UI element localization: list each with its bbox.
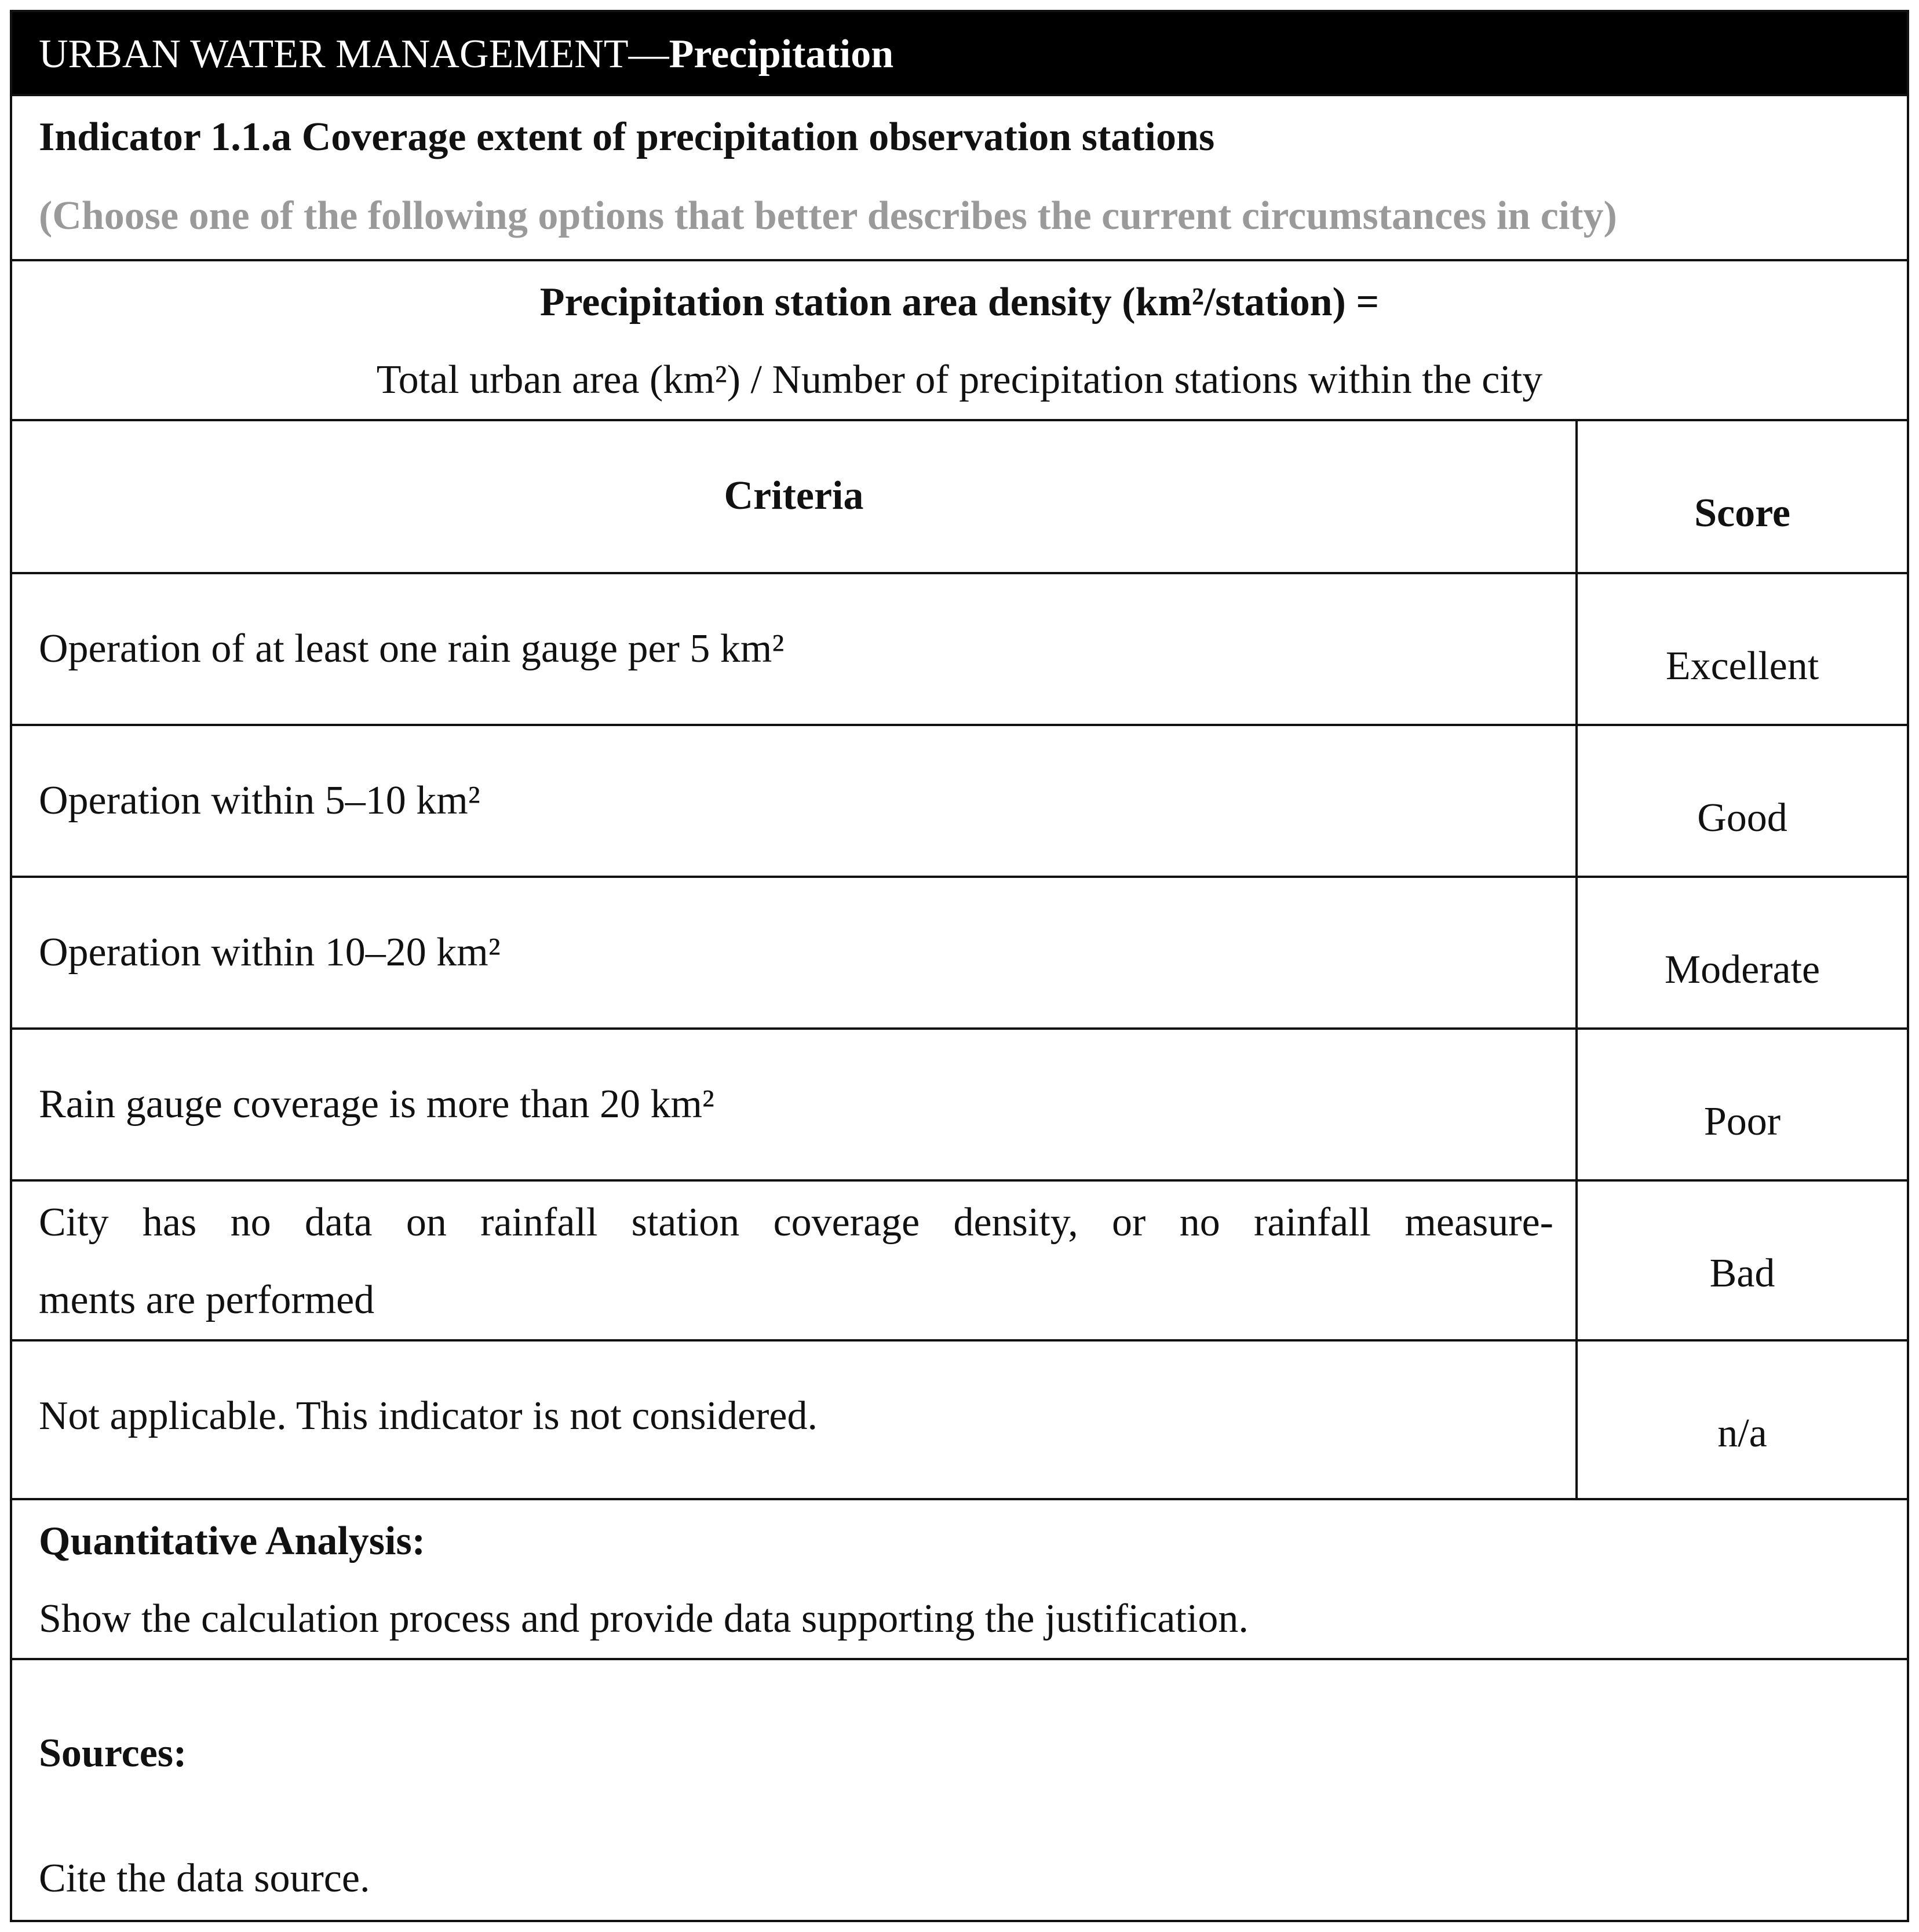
score-header: Score — [1694, 491, 1790, 535]
quantitative-label: Quantitative Analysis: — [39, 1519, 426, 1563]
formula-section — [12, 259, 1907, 419]
table-row — [12, 1339, 1907, 1498]
score-cell: n/a — [1717, 1411, 1767, 1456]
table-header-row — [12, 419, 1907, 572]
table-row — [12, 724, 1907, 876]
criteria-cell: Not applicable. This indicator is not considered. — [39, 1394, 818, 1438]
sources-label: Sources: — [39, 1731, 187, 1776]
indicator-section — [12, 94, 1907, 259]
sources-text: Cite the data source. — [39, 1856, 370, 1901]
score-cell: Bad — [1709, 1251, 1775, 1296]
indicator-form — [10, 10, 1909, 1922]
score-cell: Good — [1697, 796, 1787, 840]
score-cell: Poor — [1703, 1099, 1781, 1144]
criteria-cell-line-1: City has no data on rainfall station coverage density, or no rainfall measure- — [39, 1200, 1553, 1245]
sources-section — [12, 1658, 1907, 1922]
table-row — [12, 1027, 1907, 1179]
criteria-table — [12, 419, 1907, 1641]
criteria-cell: Operation within 5–10 km² — [39, 778, 480, 823]
indicator-title: Indicator 1.1.a Coverage extent of precipitation observation stations — [39, 115, 1215, 159]
header-separator: — — [628, 32, 669, 76]
criteria-cell: Operation within 10–20 km² — [39, 930, 501, 975]
table-row — [12, 1179, 1907, 1339]
formula-line-2: Total urban area (km²) / Number of precipitation stations within the city — [376, 358, 1543, 402]
formula-line-1: Precipitation station area density (km²/station) = — [539, 280, 1380, 325]
criteria-cell-line-2: ments are performed — [39, 1278, 375, 1322]
criteria-cell: Rain gauge coverage is more than 20 km² — [39, 1082, 714, 1127]
score-cell: Moderate — [1664, 947, 1821, 992]
table-row — [12, 572, 1907, 724]
quantitative-analysis-section — [12, 1498, 1907, 1658]
quantitative-text: Show the calculation process and provide data supporting the justification. — [39, 1596, 1249, 1641]
header-title: URBAN WATER MANAGEMENT — [39, 32, 629, 76]
criteria-header: Criteria — [724, 473, 864, 518]
form-header — [12, 12, 1907, 94]
indicator-instruction: (Choose one of the following options that better describes the current circumstances in city) — [39, 194, 1617, 238]
table-row — [12, 876, 1907, 1027]
criteria-cell: Operation of at least one rain gauge per 5 km² — [39, 626, 785, 671]
header-subtitle: Precipitation — [669, 32, 894, 76]
score-cell: Excellent — [1665, 644, 1819, 688]
